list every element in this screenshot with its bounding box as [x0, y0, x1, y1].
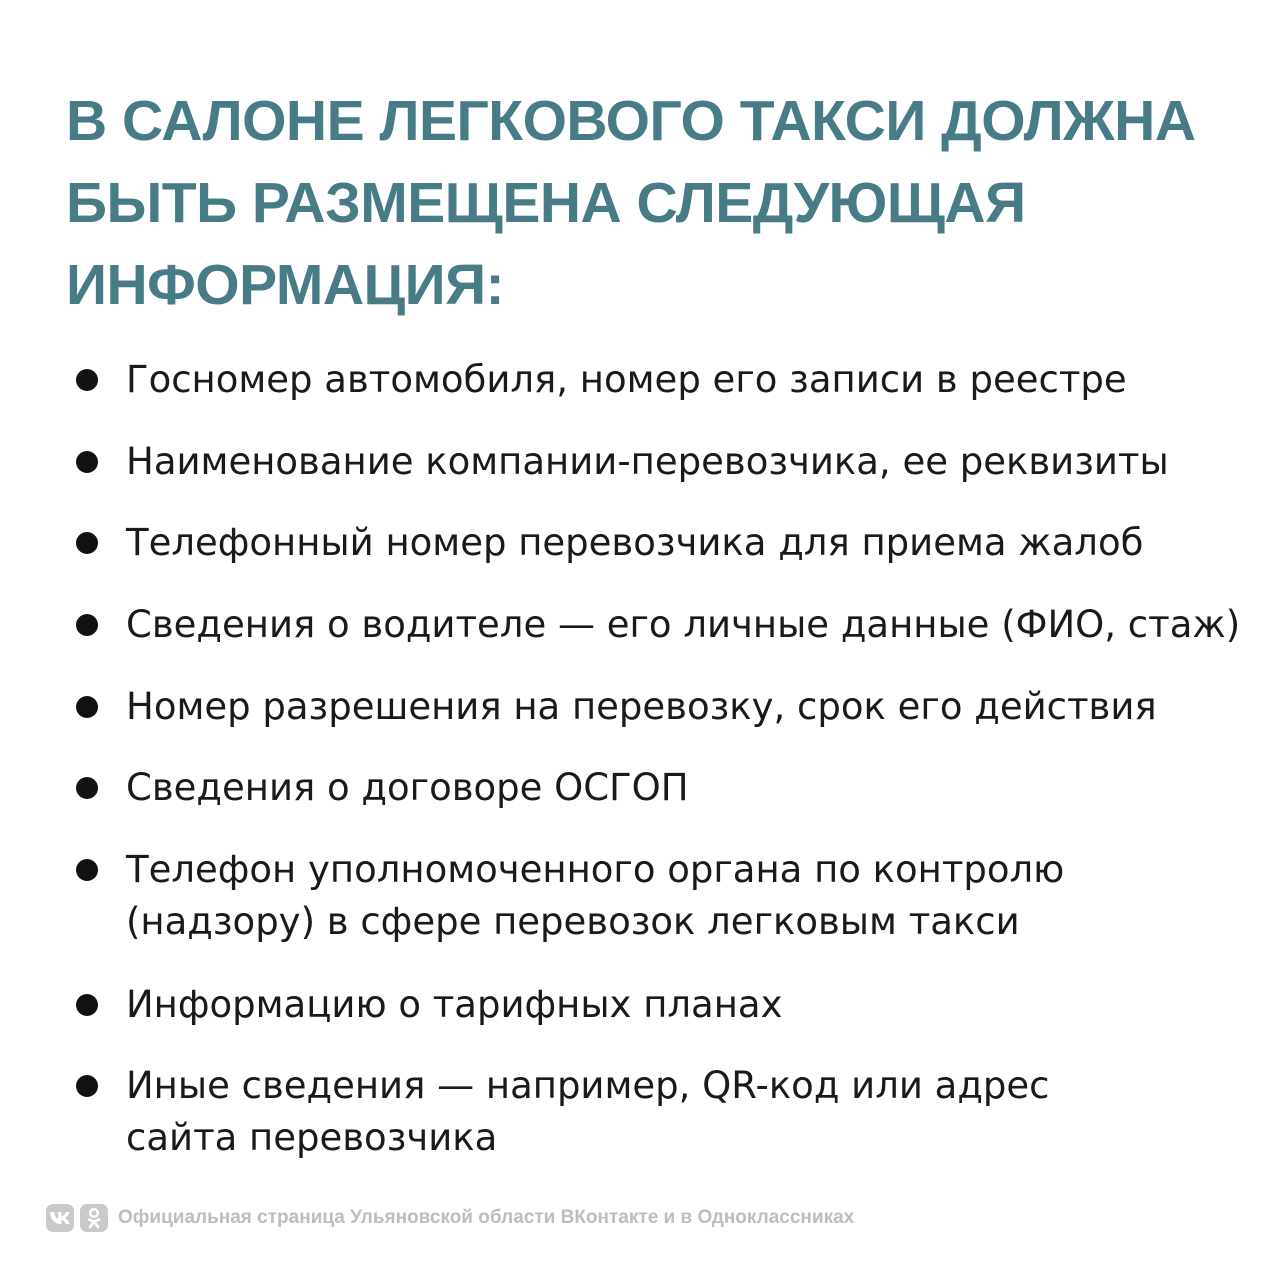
title-line: В САЛОНЕ ЛЕГКОВОГО ТАКСИ ДОЛЖНА	[66, 89, 1196, 153]
title-line: БЫТЬ РАЗМЕЩЕНА СЛЕДУЮЩАЯ	[66, 171, 1026, 235]
list-item-line: Телефонный номер перевозчика для приема жалоб	[126, 521, 1144, 564]
bullet-icon	[76, 994, 98, 1016]
list-item-text	[126, 517, 1256, 569]
list-item-line: сайта перевозчика	[126, 1116, 498, 1159]
bullet-icon	[76, 369, 98, 391]
list-item-text	[126, 979, 1256, 1031]
list-item-text	[126, 844, 1256, 948]
title-line: ИНФОРМАЦИЯ:	[66, 253, 505, 317]
list-item-line: Иные сведения — например, QR-код или адрес	[126, 1064, 1050, 1107]
odnoklassniki-logo-icon	[80, 1204, 108, 1232]
list-item-line: Информацию о тарифных планах	[126, 983, 783, 1026]
list-item-text	[126, 681, 1256, 733]
footer	[46, 1203, 854, 1233]
list-item-line: Телефон уполномоченного органа по контролю	[126, 848, 1065, 891]
list-item-line: Сведения о договоре ОСГОП	[126, 766, 689, 809]
bullet-icon	[76, 1075, 98, 1097]
bullet-icon	[76, 532, 98, 554]
bullet-icon	[76, 451, 98, 473]
list-item-text	[126, 599, 1256, 651]
page-title	[66, 80, 1226, 326]
list-item-text	[126, 1060, 1256, 1164]
list-item-line: Наименование компании-перевозчика, ее реквизиты	[126, 440, 1169, 483]
list-item-text	[126, 762, 1256, 814]
list-item-text	[126, 436, 1256, 488]
list-item-text	[126, 354, 1256, 406]
bullet-icon	[76, 859, 98, 881]
bullet-icon	[76, 614, 98, 636]
list-item-line: Номер разрешения на перевозку, срок его действия	[126, 685, 1157, 728]
list-item-line: Сведения о водителе — его личные данные (ФИО, стаж)	[126, 603, 1241, 646]
vk-logo-icon	[46, 1204, 74, 1232]
list-item-line: Госномер автомобиля, номер его записи в реестре	[126, 358, 1127, 401]
bullet-icon	[76, 696, 98, 718]
footer-text: Официальная страница Ульяновской области ВКонтакте и в Одноклассниках	[118, 1207, 855, 1228]
bullet-icon	[76, 777, 98, 799]
list-item-line: (надзору) в сфере перевозок легковым такси	[126, 900, 1020, 943]
